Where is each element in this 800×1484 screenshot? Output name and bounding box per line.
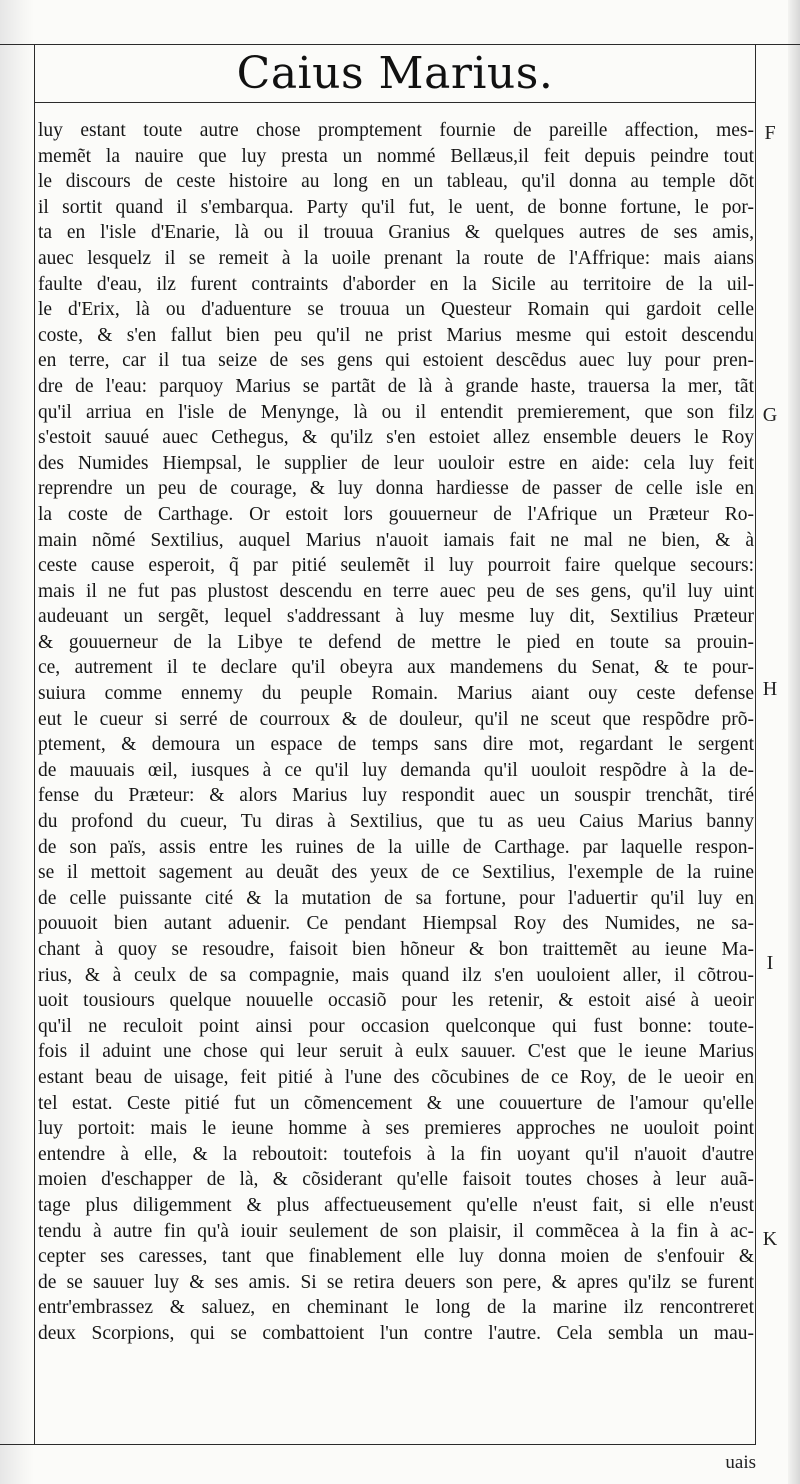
- text-line: mais il ne fut pas plustost descendu en terre auec peu de ses gens, qu'il luy uint: [38, 580, 754, 602]
- text-line: de celle puissante cité & la mutation de sa fortune, pour l'aduertir qu'il luy en: [38, 887, 754, 909]
- text-line: eut le cueur si serré de courroux & de douleur, qu'il ne sceut que respõdre prõ-: [38, 708, 754, 730]
- text-line: luy estant toute autre chose promptement fournie de pareille affection, mes-: [38, 120, 754, 141]
- text-line: cepter ses caresses, tant que finablement elle luy donna moien de s'enfouir &: [38, 1246, 754, 1268]
- text-line: moien d'eschapper de là, & cõsiderant qu'elle faisoit toutes choses à leur auã-: [38, 1169, 754, 1191]
- text-line: de se sauuer luy & ses amis. Si se retira deuers son pere, & apres qu'ilz se furent: [38, 1271, 754, 1293]
- text-line: le d'Erix, là ou d'aduenture se trouua un Questeur Romain qui gardoit celle: [38, 299, 754, 321]
- text-line: reprendre un peu de courage, & luy donna hardiesse de passer de celle isle en: [38, 478, 754, 500]
- text-line: fense du Præteur: & alors Marius luy respondit auec un souspir trenchãt, tiré: [38, 785, 754, 807]
- text-line: en terre, car il tua seize de ses gens qui estoient descẽdus auec luy pour pren-: [38, 350, 754, 372]
- text-line: ceste cause esperoit, q̃ par pitié seulemẽt il luy pourroit faire quelque secours:: [38, 555, 754, 577]
- text-line: tel estat. Ceste pitié fut un cõmencement & une couuerture de l'amour qu'elle: [38, 1092, 754, 1114]
- text-line: se il mettoit sagement au deuãt des yeux de ce Sextilius, l'exemple de la ruine: [38, 862, 754, 884]
- text-line: du profond du cueur, Tu diras à Sextilius, que tu as ueu Caius Marius banny: [38, 811, 754, 833]
- text-line: de son païs, assis entre les ruines de la uille de Carthage. par laquelle respon-: [38, 836, 754, 858]
- text-line: tage plus diligemment & plus affectueusement qu'elle n'eust fait, si elle n'eust: [38, 1194, 754, 1216]
- margin-letter-k: K: [762, 1228, 778, 1250]
- text-line: le discours de ceste histoire au long en un tableau, qu'il donna au temple dõt: [38, 171, 754, 193]
- text-line: luy portoit: mais le ieune homme à ses premieres approches ne uouloit point: [38, 1118, 754, 1140]
- text-line: faulte d'eau, ilz furent contraints d'aborder en la Sicile au territoire de la uil-: [38, 273, 754, 295]
- margin-letter-f: F: [764, 122, 776, 144]
- text-line: s'estoit sauué auec Cethegus, & qu'ilz s'en estoiet allez ensemble deuers le Roy: [38, 427, 754, 449]
- running-head: Caius Marius.: [236, 48, 554, 99]
- text-line: estant beau de uisage, feit pitié à l'une des cõcubines de ce Roy, de le ueoir en: [38, 1066, 754, 1088]
- text-line: & gouuerneur de la Libye te defend de mettre le pied en toute sa prouin-: [38, 631, 754, 653]
- text-line: coste, & s'en fallut bien peu qu'il ne prist Marius mesme qui estoit descendu: [38, 324, 754, 346]
- text-line: deux Scorpions, qui se combattoient l'un contre l'autre. Cela sembla un mau-: [38, 1322, 754, 1344]
- frame-right-rule: [755, 44, 756, 1444]
- margin-letter-g: G: [762, 404, 778, 426]
- text-line: tendu à autre fin qu'à iouir seulement de son plaisir, il commẽcea à la fin à ac-: [38, 1220, 754, 1242]
- text-line: uoit tousiours quelque nouuelle occasiõ pour les retenir, & estoit aisé à ueoir: [38, 990, 754, 1012]
- text-line: suiura comme ennemy du peuple Romain. Marius aiant ouy ceste defense: [38, 683, 754, 705]
- text-line: il sortit quand il s'embarqua. Party qu'il fut, le uent, de bonne fortune, le por-: [38, 196, 754, 218]
- text-line: ta en l'isle d'Enarie, là ou il trouua Granius & quelques autres de ses amis,: [38, 222, 754, 244]
- frame-bottom-rule: [0, 1444, 756, 1445]
- text-line: la coste de Carthage. Or estoit lors gouuerneur de l'Afrique un Præteur Ro-: [38, 503, 754, 525]
- text-line: qu'il ne reculoit point ainsi pour occasion quelconque qui fust bonne: toute-: [38, 1015, 754, 1037]
- text-line: pouuoit bien autant aduenir. Ce pendant Hiempsal Roy des Numides, ne sa-: [38, 913, 754, 935]
- text-line: memẽt la nauire que luy presta un nommé Bellæus,il feit depuis peindre tout: [38, 145, 754, 167]
- text-line: chant à quoy se resoudre, faisoit bien hõneur & bon traittemẽt au ieune Ma-: [38, 939, 754, 960]
- frame-left-rule: [34, 44, 35, 1444]
- text-line: entendre à elle, & la reboutoit: toutefois à la fin uoyant qu'il n'auoit d'autre: [38, 1143, 754, 1165]
- binding-gutter: [0, 0, 34, 1484]
- margin-letter-i: I: [766, 952, 774, 974]
- text-line: audeuant un sergẽt, lequel s'addressant à luy mesme luy dit, Sextilius Præteur: [38, 606, 754, 628]
- text-line: dre de l'eau: parquoy Marius se partãt de là à grande haste, trauersa la mer, tãt: [38, 375, 754, 397]
- text-line: de mauuais œil, iusques à ce qu'il luy demanda qu'il uouloit respõdre à la de-: [38, 759, 754, 781]
- header-rule: [34, 102, 756, 103]
- page-edge: [788, 0, 800, 1484]
- text-line: auec lesquelz il se remeit à la uoile prenant la route de l'Affrique: mais aians: [38, 247, 754, 269]
- frame-top-rule: [0, 44, 800, 45]
- text-line: fois il aduint une chose qui leur seruit à eulx sauuer. C'est que le ieune Marius: [38, 1041, 754, 1063]
- text-line: entr'embrassez & saluez, en cheminant le long de la marine ilz rencontreret: [38, 1297, 754, 1319]
- text-line: des Numides Hiempsal, le supplier de leur uouloir estre en aide: cela luy feit: [38, 452, 754, 474]
- margin-letter-h: H: [762, 678, 778, 700]
- text-line: rius, & à ceulx de sa compagnie, mais quand ilz s'en uouloient aller, il cõtrou-: [38, 964, 754, 986]
- catchword: uais: [725, 1452, 756, 1473]
- text-line: qu'il arriua en l'isle de Menynge, là ou il entendit premierement, que son filz: [38, 401, 754, 423]
- text-line: ce, autrement il te declare qu'il obeyra aux mandemens du Senat, & te pour-: [38, 657, 754, 679]
- text-line: main nõmé Sextilius, auquel Marius n'auoit iamais fait ne mal ne bien, & à: [38, 529, 754, 551]
- body-text: [38, 118, 754, 1347]
- text-line: ptement, & demoura un espace de temps sans dire mot, regardant le sergent: [38, 734, 754, 756]
